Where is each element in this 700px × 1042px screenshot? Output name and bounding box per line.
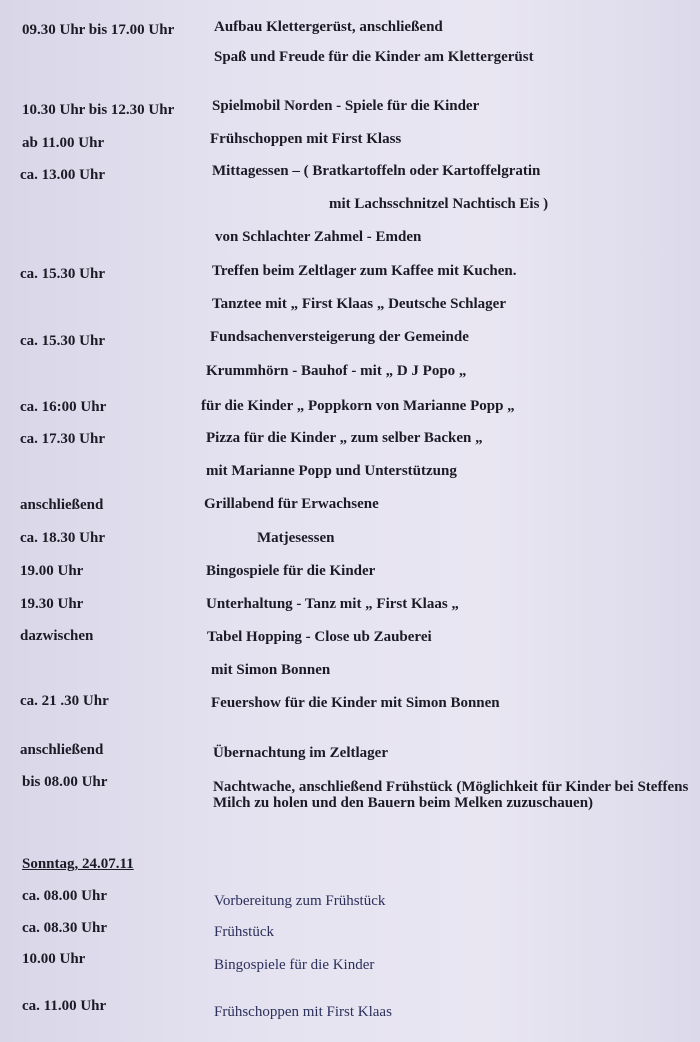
entry-text: Bingospiele für die Kinder bbox=[206, 563, 376, 579]
entry-text-multiline: Nachtwache, anschließend Frühstück (Möglichkeit für Kinder bei Steffens Milch zu holen und den Bauern beim Melken zuzuschauen) bbox=[213, 779, 689, 811]
entry-text: mit Simon Bonnen bbox=[211, 662, 331, 678]
time-label: ab 11.00 Uhr bbox=[22, 135, 105, 151]
entry-text: Treffen beim Zeltlager zum Kaffee mit Kuchen. bbox=[212, 263, 517, 279]
entry-text: Bingospiele für die Kinder bbox=[214, 957, 375, 973]
day-heading: Sonntag, 24.07.11 bbox=[22, 856, 134, 872]
entry-text: Pizza für die Kinder „ zum selber Backen „ bbox=[206, 430, 483, 446]
entry-text: für die Kinder „ Poppkorn von Marianne Popp „ bbox=[201, 398, 515, 414]
time-label: anschließend bbox=[20, 497, 104, 513]
entry-text: Matjesessen bbox=[257, 530, 335, 546]
time-label: bis 08.00 Uhr bbox=[22, 774, 108, 790]
time-label: ca. 15.30 Uhr bbox=[20, 266, 105, 282]
entry-text: Unterhaltung - Tanz mit „ First Klaas „ bbox=[206, 596, 459, 612]
time-label: dazwischen bbox=[20, 628, 94, 644]
entry-text: Tabel Hopping - Close ub Zauberei bbox=[207, 629, 432, 645]
time-label: ca. 13.00 Uhr bbox=[20, 167, 105, 183]
time-label: ca. 17.30 Uhr bbox=[20, 431, 105, 447]
time-label: ca. 15.30 Uhr bbox=[20, 333, 105, 349]
entry-text: Frühschoppen mit First Klass bbox=[210, 131, 402, 147]
time-label: ca. 11.00 Uhr bbox=[22, 998, 107, 1014]
entry-text: Aufbau Klettergerüst, anschließend bbox=[214, 19, 443, 35]
time-label: 10.30 Uhr bis 12.30 Uhr bbox=[22, 102, 175, 118]
entry-text: Spaß und Freude für die Kinder am Klettergerüst bbox=[214, 49, 534, 65]
time-label: ca. 08.00 Uhr bbox=[22, 888, 107, 904]
entry-text: Feuershow für die Kinder mit Simon Bonnen bbox=[211, 695, 500, 711]
entry-text: mit Marianne Popp und Unterstützung bbox=[206, 463, 457, 479]
entry-text: Grillabend für Erwachsene bbox=[204, 496, 379, 512]
entry-text: Frühschoppen mit First Klaas bbox=[214, 1004, 392, 1020]
entry-text: Fundsachenversteigerung der Gemeinde bbox=[210, 329, 469, 345]
entry-text: Frühstück bbox=[214, 924, 274, 940]
time-label: 19.30 Uhr bbox=[20, 596, 84, 612]
time-label: 09.30 Uhr bis 17.00 Uhr bbox=[22, 22, 175, 38]
entry-text: Tanztee mit „ First Klaas „ Deutsche Schlager bbox=[212, 296, 506, 312]
entry-text: Übernachtung im Zeltlager bbox=[213, 745, 388, 761]
time-label: 19.00 Uhr bbox=[20, 563, 84, 579]
entry-text: von Schlachter Zahmel - Emden bbox=[215, 229, 422, 245]
entry-text: Vorbereitung zum Frühstück bbox=[214, 893, 386, 909]
time-label: ca. 08.30 Uhr bbox=[22, 920, 107, 936]
entry-text: mit Lachsschnitzel Nachtisch Eis ) bbox=[329, 196, 549, 212]
time-label: ca. 18.30 Uhr bbox=[20, 530, 105, 546]
entry-text: Spielmobil Norden - Spiele für die Kinder bbox=[212, 98, 480, 114]
time-label: ca. 21 .30 Uhr bbox=[20, 693, 109, 709]
entry-text: Mittagessen – ( Bratkartoffeln oder Kartoffelgratin bbox=[212, 163, 541, 179]
time-label: ca. 16:00 Uhr bbox=[20, 399, 107, 415]
time-label: 10.00 Uhr bbox=[22, 951, 86, 967]
time-label: anschließend bbox=[20, 742, 104, 758]
entry-text: Krummhörn - Bauhof - mit „ D J Popo „ bbox=[206, 363, 467, 379]
